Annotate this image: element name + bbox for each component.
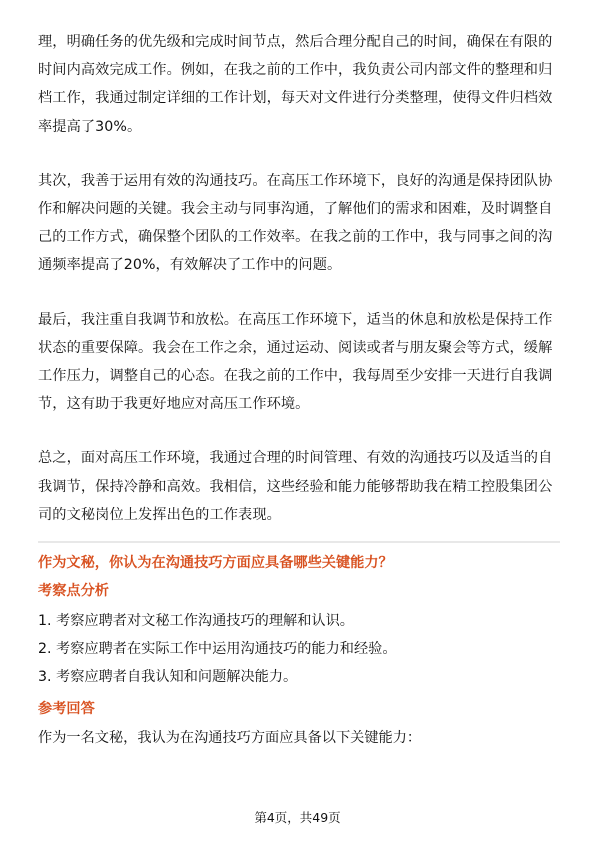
paragraph-line: 总之，面对高压工作环境，我通过合理的时间管理、有效的沟通技巧以及适当的自 [38,450,553,467]
paragraph-self-regulation [38,306,560,419]
paragraph-line: 己的工作方式，确保整个团队的工作效率。在我之前的工作中，我与同事之间的沟 [38,229,553,246]
paragraph-line: 档工作，我通过制定详细的工作计划，每天对文件进行分类整理，使得文件归档效 [38,90,553,107]
answer-heading: 参考回答 [38,701,95,718]
paragraph-line: 工作压力，调整自己的心态。在我之前的工作中，我每周至少安排一天进行自我调 [38,368,553,385]
section-divider [38,541,560,543]
paragraph-line: 司的文秘岗位上发挥出色的工作表现。 [38,506,281,523]
analysis-item: 1. 考察应聘者对文秘工作沟通技巧的理解和认识。 [38,613,354,630]
paragraph-line: 率提高了30%。 [38,118,142,135]
paragraph-line: 通频率提高了20%，有效解决了工作中的问题。 [38,257,342,274]
paragraph-line: 节，这有助于我更好地应对高压工作环境。 [38,396,310,413]
analysis-heading: 考察点分析 [38,583,109,600]
paragraph-line: 状态的重要保障。我会在工作之余，通过运动、阅读或者与朋友聚会等方式，缓解 [38,339,553,356]
question-title: 作为文秘，你认为在沟通技巧方面应具备哪些关键能力？ [38,555,393,572]
page-content [38,28,560,751]
analysis-list [38,607,560,691]
paragraph-time-management [38,28,560,141]
paragraph-communication [38,167,560,280]
paragraph-line: 其次，我善于运用有效的沟通技巧。在高压工作环境下，良好的沟通是保持团队协 [38,172,553,189]
paragraph-conclusion [38,444,560,529]
paragraph-line: 最后，我注重自我调节和放松。在高压工作环境下，适当的休息和放松是保持工作 [38,311,553,328]
page-number: 第4页，共49页 [254,810,341,825]
paragraph-line: 时间内高效完成工作。例如，在我之前的工作中，我负责公司内部文件的整理和归 [38,62,553,79]
paragraph-line: 理，明确任务的优先级和完成时间节点，然后合理分配自己的时间，确保在有限的 [38,34,553,50]
paragraph-line: 我调节，保持冷静和高效。我相信，这些经验和能力能够帮助我在精工控股集团公 [38,478,553,495]
analysis-item: 3. 考察应聘者自我认知和问题解决能力。 [38,669,298,686]
analysis-item: 2. 考察应聘者在实际工作中运用沟通技巧的能力和经验。 [38,641,397,658]
answer-text: 作为一名文秘，我认为在沟通技巧方面应具备以下关键能力： [38,730,422,747]
paragraph-line: 作和解决问题的关键。我会主动与同事沟通，了解他们的需求和困难，及时调整自 [38,201,553,218]
